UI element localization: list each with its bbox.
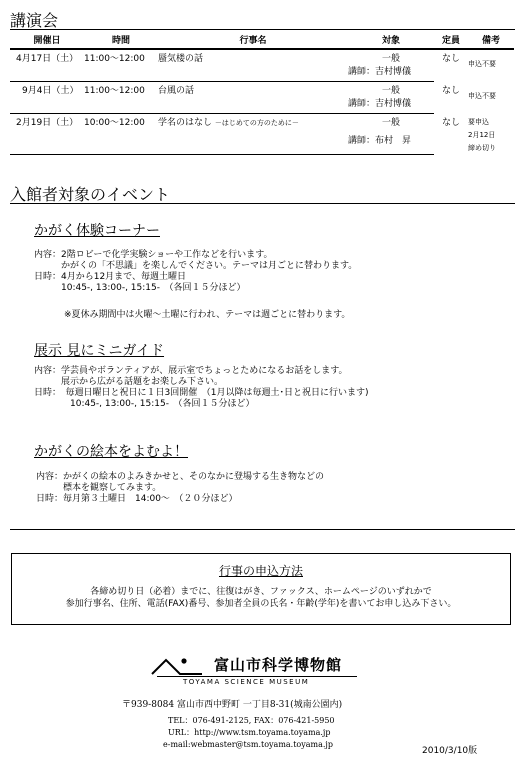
header-name: 行事名 <box>158 32 348 49</box>
lecture-table-header <box>10 32 514 49</box>
row-time: 10:00～12:00 <box>84 118 145 128</box>
row-note: 申込不要 <box>468 91 496 100</box>
header-target: 対象 <box>348 32 434 49</box>
lecture-title: 講演会 <box>10 11 59 30</box>
corner-title: かがく体験コーナー <box>34 223 160 239</box>
row-target: 一般 <box>381 118 400 128</box>
corner-body <box>34 250 357 294</box>
header-date: 開催日 <box>10 32 84 49</box>
guide-title: 展示 見にミニガイド <box>34 343 165 359</box>
museum-logo-icon <box>150 652 206 678</box>
guide-line: 内容：学芸員やボランティアが、展示室でちょっとためになるお話をします。 <box>34 366 348 376</box>
table-row <box>10 82 514 99</box>
corner-note: ※夏休み期間中は火曜～土曜に行われ、テーマは週ごとに替わります。 <box>64 310 351 320</box>
logo-rule <box>157 676 357 677</box>
museum-email[interactable]: e-mail:webmaster@tsm.toyama.toyama.jp <box>163 740 334 749</box>
header-note: 備考 <box>468 32 514 49</box>
guide-line: 展示から広がる話題をお楽しみ下さい。 <box>34 377 224 387</box>
row-title <box>158 49 348 66</box>
row-note: 申込不要 <box>468 60 496 68</box>
picturebook-body <box>36 472 324 505</box>
events-title: 入館者対象のイベント <box>10 185 171 204</box>
header-capacity: 定員 <box>434 32 468 49</box>
row-time: 11:00～12:00 <box>84 86 145 96</box>
guide-body <box>34 366 368 410</box>
row-title <box>158 114 348 135</box>
apply-title: 行事の申込方法 <box>218 564 303 578</box>
apply-line: 各締め切り日（必着）までに、往復はがき、ファックス、ホームページのいずれかで <box>90 587 432 597</box>
apply-line: 参加行事名、住所、電話(FAX)番号、参加者全員の氏名・年齢(学年)を書いてお申し込み下さい。 <box>65 599 457 609</box>
museum-url[interactable]: URL：http://www.tsm.toyama.toyama.jp <box>168 728 331 737</box>
row-title <box>158 82 348 99</box>
row-capacity: なし <box>441 85 460 96</box>
row-name-sub: －はじめての方のために－ <box>214 119 299 127</box>
row-lecturer: 講師：吉村博儀 <box>348 66 434 82</box>
picturebook-title: かがくの絵本をよむよ！ <box>34 444 188 460</box>
row-date: 4月17日（土） <box>16 54 79 64</box>
row-time: 11:00～12:00 <box>84 54 145 64</box>
picturebook-line: 標本を観察してみます。 <box>36 483 162 493</box>
lecture-table <box>10 32 514 155</box>
guide-line: 10:45-, 13:00-, 15:15- （各回１５分ほど） <box>34 399 255 409</box>
table-row <box>10 49 514 66</box>
museum-name: 富山市科学博物館 <box>214 656 343 674</box>
row-capacity: なし <box>441 117 460 128</box>
picturebook-line: 内容：かがくの絵本のよみきかせと、そのなかに登場する生き物などの <box>36 472 325 482</box>
lecture-title-rule <box>10 29 515 30</box>
row-name: 台風の話 <box>158 86 195 96</box>
row-date: 9月4日（土） <box>22 86 79 96</box>
apply-text <box>12 586 510 610</box>
corner-line: かがくの「不思議」を楽しんでください。テーマは月ごとに替わります。 <box>34 261 358 271</box>
museum-address: 〒939-8084 富山市西中野町 一丁目8-31(城南公園内) <box>122 700 343 710</box>
corner-line: 内容：2階ロビーで化学実験ショーや工作などを行います。 <box>34 250 273 260</box>
row-lecturer: 講師：布村 昇 <box>348 135 434 155</box>
row-name: 蜃気楼の話 <box>158 54 204 64</box>
row-note: 要申込 2月12日 締め切り <box>468 117 496 152</box>
guide-line: 日時： 毎週日曜日と祝日に１日3回開催 （1月以降は毎週土･日と祝日に行います) <box>34 388 369 398</box>
section-divider <box>10 529 515 530</box>
museum-name-en: TOYAMA SCIENCE MUSEUM <box>183 678 310 686</box>
row-capacity: なし <box>441 54 460 64</box>
corner-line: 日時：4月から12月まで、毎週土曜日 <box>34 272 186 282</box>
picturebook-line: 日時：毎月第３土曜日 14:00～ （２０分ほど） <box>36 494 238 504</box>
events-title-rule <box>10 203 515 204</box>
header-time: 時間 <box>84 32 158 49</box>
edition-date: 2010/3/10版 <box>422 746 478 756</box>
row-lecturer: 講師：吉村博儀 <box>348 98 434 114</box>
row-name: 学名のはなし <box>158 118 213 128</box>
row-target: 一般 <box>381 86 400 96</box>
row-target: 一般 <box>381 54 400 64</box>
museum-tel: TEL：076-491-2125, FAX：076-421-5950 <box>168 716 335 725</box>
apply-box <box>11 553 511 625</box>
table-row <box>10 114 514 135</box>
corner-line: 10:45-, 13:00-, 15:15- （各回１５分ほど） <box>34 283 246 293</box>
row-date: 2月19日（土） <box>16 118 79 128</box>
